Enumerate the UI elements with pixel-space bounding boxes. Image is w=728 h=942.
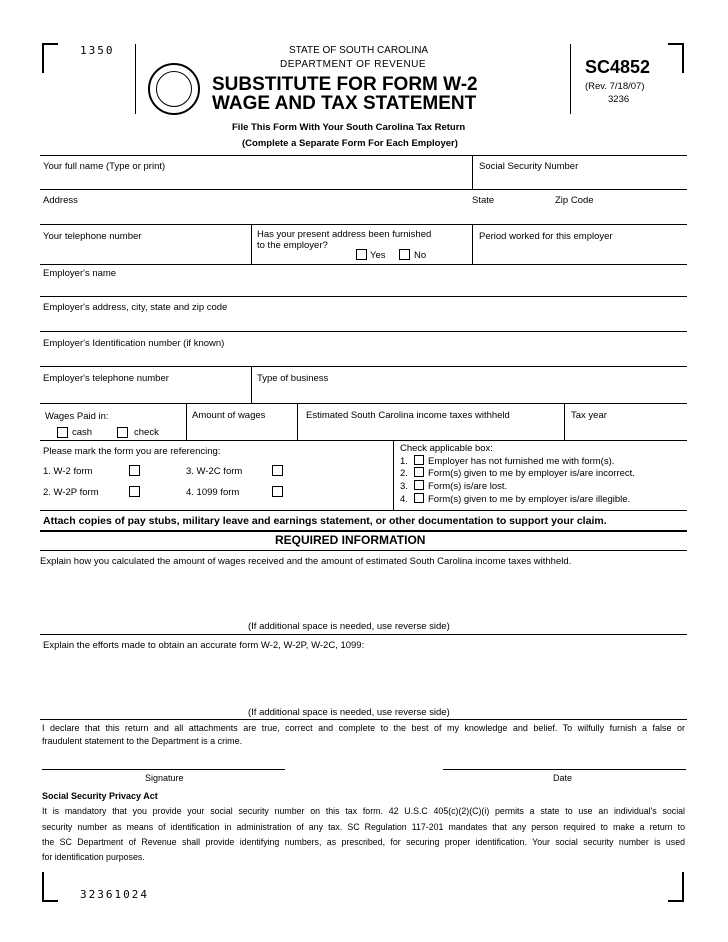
employer-name-label: Employer's name	[43, 268, 117, 279]
form-title-line1: SUBSTITUTE FOR FORM W-2	[212, 74, 478, 95]
zip-label: Zip Code	[555, 195, 594, 206]
applicable-checkbox-1[interactable]	[414, 455, 424, 465]
rule-row8	[40, 440, 687, 441]
applicable-num-1: 1.	[400, 456, 408, 467]
applicable-text-2: Form(s) given to me by employer is/are incorrect.	[428, 468, 635, 479]
applicable-checkbox-4[interactable]	[414, 493, 424, 503]
address-furnished-no-checkbox[interactable]	[399, 249, 410, 260]
w2-form-label: 1. W-2 form	[43, 466, 93, 477]
tax-year-label: Tax year	[571, 410, 607, 421]
w2-form-checkbox[interactable]	[129, 465, 140, 476]
corner-mark-top-right	[668, 43, 684, 73]
applicable-box-divider	[393, 440, 394, 510]
form-code-top: 1350	[80, 44, 115, 57]
rule-row3	[40, 264, 687, 265]
date-line[interactable]	[443, 769, 686, 770]
privacy-act-line4: for identification purposes.	[42, 852, 145, 862]
tax-year-divider	[564, 403, 565, 440]
applicable-box-title: Check applicable box:	[400, 443, 493, 454]
state-seal-icon	[148, 63, 200, 115]
rule-row2	[40, 224, 687, 225]
applicable-num-2: 2.	[400, 468, 408, 479]
explain-efforts-input[interactable]	[40, 654, 687, 704]
rule-top	[40, 155, 687, 156]
ssn-divider	[472, 155, 473, 189]
employer-id-label: Employer's Identification number (if known)	[43, 338, 225, 349]
address-furnished-yes-checkbox[interactable]	[356, 249, 367, 260]
applicable-checkbox-3[interactable]	[414, 480, 424, 490]
no-label: No	[414, 250, 427, 261]
wages-paid-in-label: Wages Paid in:	[45, 411, 109, 422]
w2c-form-checkbox[interactable]	[272, 465, 283, 476]
w2p-form-checkbox[interactable]	[129, 486, 140, 497]
separate-form-instruction: (Complete a Separate Form For Each Employer)	[242, 138, 458, 149]
rule-row9	[40, 510, 687, 511]
ssn-label: Social Security Number	[479, 161, 579, 172]
1099-form-checkbox[interactable]	[272, 486, 283, 497]
check-checkbox[interactable]	[117, 427, 128, 438]
corner-mark-bottom-left	[42, 872, 58, 902]
required-information-title: REQUIRED INFORMATION	[275, 533, 426, 547]
address-label: Address	[43, 195, 78, 206]
rule-required	[40, 550, 687, 551]
est-taxes-label: Estimated South Carolina income taxes withheld	[306, 410, 510, 421]
period-divider	[472, 224, 473, 264]
forms-referencing-prompt: Please mark the form you are referencing:	[43, 446, 221, 457]
reverse-side-note-1: (If additional space is needed, use reverse side)	[248, 621, 450, 632]
privacy-act-line3: the SC Department of Revenue shall provide identifying numbers, as prescribed, for securing proper identification. Your social security number is used	[42, 837, 685, 847]
explain-efforts-prompt: Explain the efforts made to obtain an accurate form W-2, W-2P, W-2C, 1099:	[43, 640, 365, 651]
1099-form-label: 4. 1099 form	[186, 487, 240, 498]
w2p-form-label: 2. W-2P form	[43, 487, 99, 498]
address-furnished-question-line1: Has your present address been furnished	[257, 229, 432, 240]
business-type-label: Type of business	[257, 373, 329, 384]
amount-of-wages-label: Amount of wages	[192, 410, 266, 421]
applicable-checkbox-2[interactable]	[414, 467, 424, 477]
declaration-line2: fraudulent statement to the Department is a crime.	[42, 736, 243, 746]
telephone-divider	[251, 224, 252, 264]
privacy-act-line1: It is mandatory that you provide your social security number on this tax form. 42 U.S.C 405(c)(2)(C)(i) permits a state to use an individual's social	[42, 806, 685, 816]
rule-row7	[40, 403, 687, 404]
date-label: Date	[553, 773, 573, 783]
reverse-side-note-2: (If additional space is needed, use reverse side)	[248, 707, 450, 718]
telephone-label: Your telephone number	[43, 231, 142, 242]
privacy-act-line2: security number as means of identification in administration of any tax. SC Regulation 117-201 mandates that any person required to make a return to	[42, 822, 685, 832]
w2c-form-label: 3. W-2C form	[186, 466, 243, 477]
est-taxes-divider	[297, 403, 298, 440]
footer-form-code: 32361024	[80, 888, 149, 901]
explain-wages-input[interactable]	[40, 570, 687, 620]
declaration-line1: I declare that this return and all attachments are true, correct and complete to the best of my knowledge and belief. To wilfully furnish a false or	[42, 723, 685, 733]
rule-row5	[40, 331, 687, 332]
applicable-text-4: Form(s) given to me by employer is/are illegible.	[428, 494, 631, 505]
signature-line[interactable]	[42, 769, 285, 770]
explain-wages-prompt: Explain how you calculated the amount of wages received and the amount of estimated South Carolina income taxes withheld.	[40, 556, 572, 567]
revision-code: 3236	[608, 94, 630, 105]
corner-mark-top-left	[42, 43, 58, 73]
rule-explain-1	[40, 634, 687, 635]
employer-phone-label: Employer's telephone number	[43, 373, 169, 384]
employer-address-label: Employer's address, city, state and zip code	[43, 302, 228, 313]
rule-row1	[40, 189, 687, 190]
department-name: DEPARTMENT OF REVENUE	[280, 59, 427, 70]
check-label: check	[134, 427, 159, 438]
period-worked-label: Period worked for this employer	[479, 231, 613, 242]
state-label: State	[472, 195, 495, 206]
header-divider-right	[570, 44, 571, 114]
applicable-num-3: 3.	[400, 481, 408, 492]
form-title-line2: WAGE AND TAX STATEMENT	[212, 93, 477, 114]
privacy-act-title: Social Security Privacy Act	[42, 791, 158, 801]
address-furnished-question-line2: to the employer?	[257, 240, 328, 251]
applicable-text-3: Form(s) is/are lost.	[428, 481, 508, 492]
revision-date: (Rev. 7/18/07)	[585, 81, 645, 92]
file-instruction: File This Form With Your South Carolina Tax Return	[232, 122, 466, 133]
state-seal-inner	[156, 71, 192, 107]
cash-checkbox[interactable]	[57, 427, 68, 438]
rule-row4	[40, 296, 687, 297]
rule-row6	[40, 366, 687, 367]
applicable-num-4: 4.	[400, 494, 408, 505]
state-name: STATE OF SOUTH CAROLINA	[289, 45, 429, 56]
applicable-text-1: Employer has not furnished me with form(s).	[428, 456, 615, 467]
rule-attach	[40, 530, 687, 532]
cash-label: cash	[72, 427, 93, 438]
attach-documentation-note: Attach copies of pay stubs, military leave and earnings statement, or other documentation to support your claim.	[43, 515, 607, 527]
header-divider-left	[135, 44, 136, 114]
signature-label: Signature	[145, 773, 184, 783]
yes-label: Yes	[370, 250, 386, 261]
form-number: SC4852	[585, 57, 651, 77]
business-type-divider	[251, 366, 252, 403]
rule-explain-2	[40, 719, 687, 720]
amount-divider	[186, 403, 187, 440]
full-name-label: Your full name (Type or print)	[43, 161, 166, 172]
corner-mark-bottom-right	[668, 872, 684, 902]
